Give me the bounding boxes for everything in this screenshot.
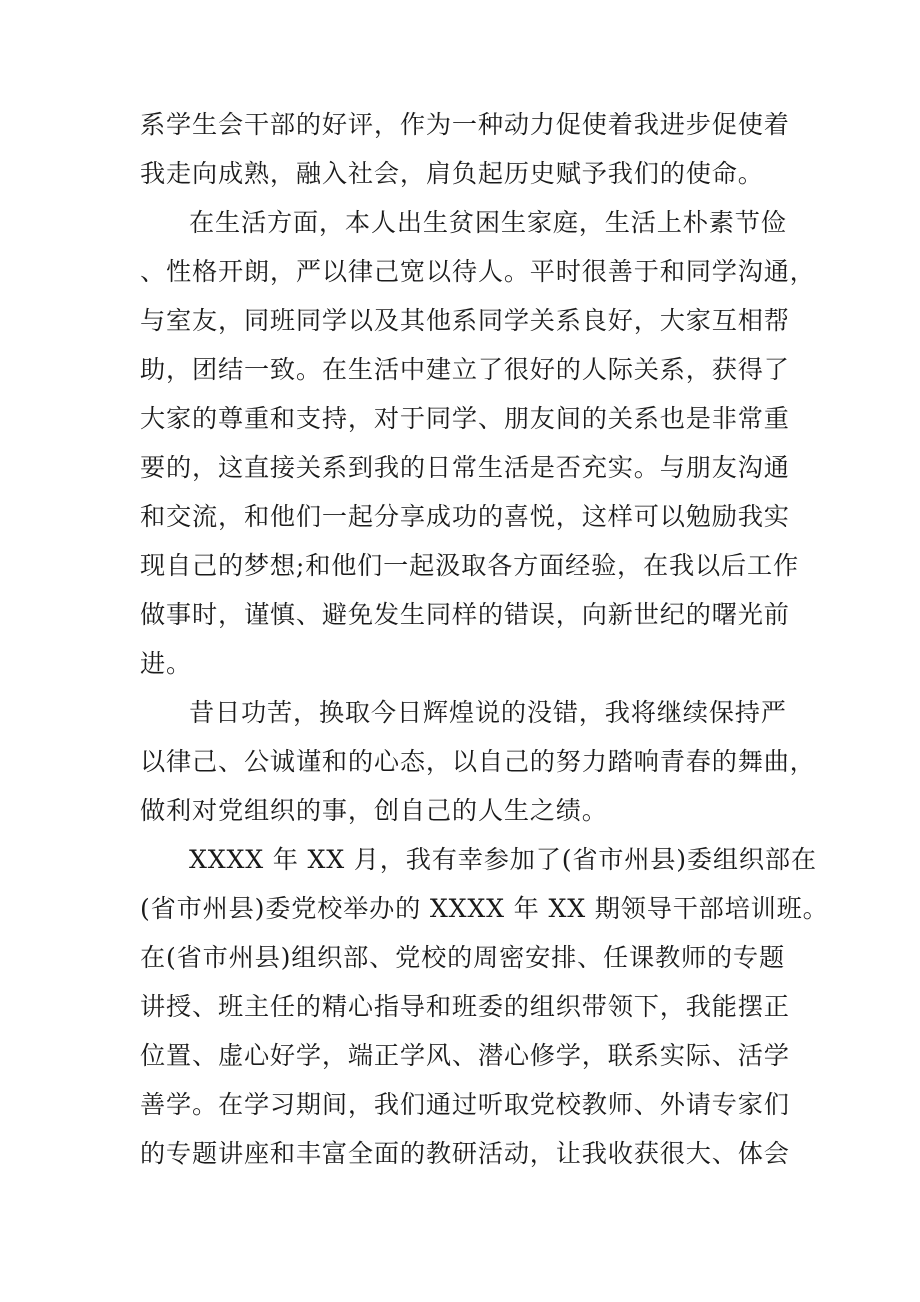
document-page <box>140 100 829 1178</box>
text-line: 助，团结一致。在生活中建立了很好的人际关系，获得了 <box>140 355 790 384</box>
text-line: 与室友，同班同学以及其他系同学关系良好，大家互相帮 <box>140 306 790 335</box>
text-line: 在生活方面，本人出生贫困生家庭，生活上朴素节俭 <box>189 208 787 237</box>
text-line: 位置、虚心好学，端正学风、潜心修学，联系实际、活学 <box>140 1041 790 1070</box>
text-line: 在(省市州县)组织部、党校的周密安排、任课教师的专题 <box>140 943 785 972</box>
text-line: 做利对党组织的事，创自己的人生之绩。 <box>140 796 608 825</box>
text-line: (省市州县)委党校举办的 XXXX 年 XX 期领导干部培训班。 <box>140 894 829 923</box>
text-line: 做事时，谨慎、避免发生同样的错误，向新世纪的曙光前 <box>140 600 790 629</box>
text-line: 进。 <box>140 649 192 678</box>
text-line: 讲授、班主任的精心指导和班委的组织带领下，我能摆正 <box>140 992 790 1021</box>
text-line: 昔日功苦，换取今日辉煌说的没错，我将继续保持严 <box>189 698 787 727</box>
text-line: 和交流，和他们一起分享成功的喜悦，这样可以勉励我实 <box>140 502 790 531</box>
text-line: 我走向成熟，融入社会，肩负起历史赋予我们的使命。 <box>140 159 764 188</box>
text-line: 系学生会干部的好评，作为一种动力促使着我进步促使着 <box>140 110 790 139</box>
text-line: XXXX 年 XX 月，我有幸参加了(省市州县)委组织部在 <box>189 845 817 874</box>
text-line: 要的，这直接关系到我的日常生活是否充实。与朋友沟通 <box>140 453 790 482</box>
text-line: 的专题讲座和丰富全面的教研活动，让我收获很大、体会 <box>140 1139 790 1168</box>
paragraph-continuation <box>140 100 790 198</box>
text-line: 以律己、公诚谨和的心态，以自己的努力踏响青春的舞曲， <box>140 747 816 776</box>
text-line: 善学。在学习期间，我们通过听取党校教师、外请专家们 <box>140 1090 790 1119</box>
text-line: 大家的尊重和支持，对于同学、朋友间的关系也是非常重 <box>140 404 790 433</box>
paragraph-life <box>140 198 816 688</box>
text-line: 、性格开朗，严以律己宽以待人。平时很善于和同学沟通， <box>140 257 816 286</box>
text-line: 现自己的梦想;和他们一起汲取各方面经验，在我以后工作 <box>140 551 799 580</box>
paragraph-conclusion <box>140 688 816 835</box>
paragraph-training <box>140 835 829 1178</box>
